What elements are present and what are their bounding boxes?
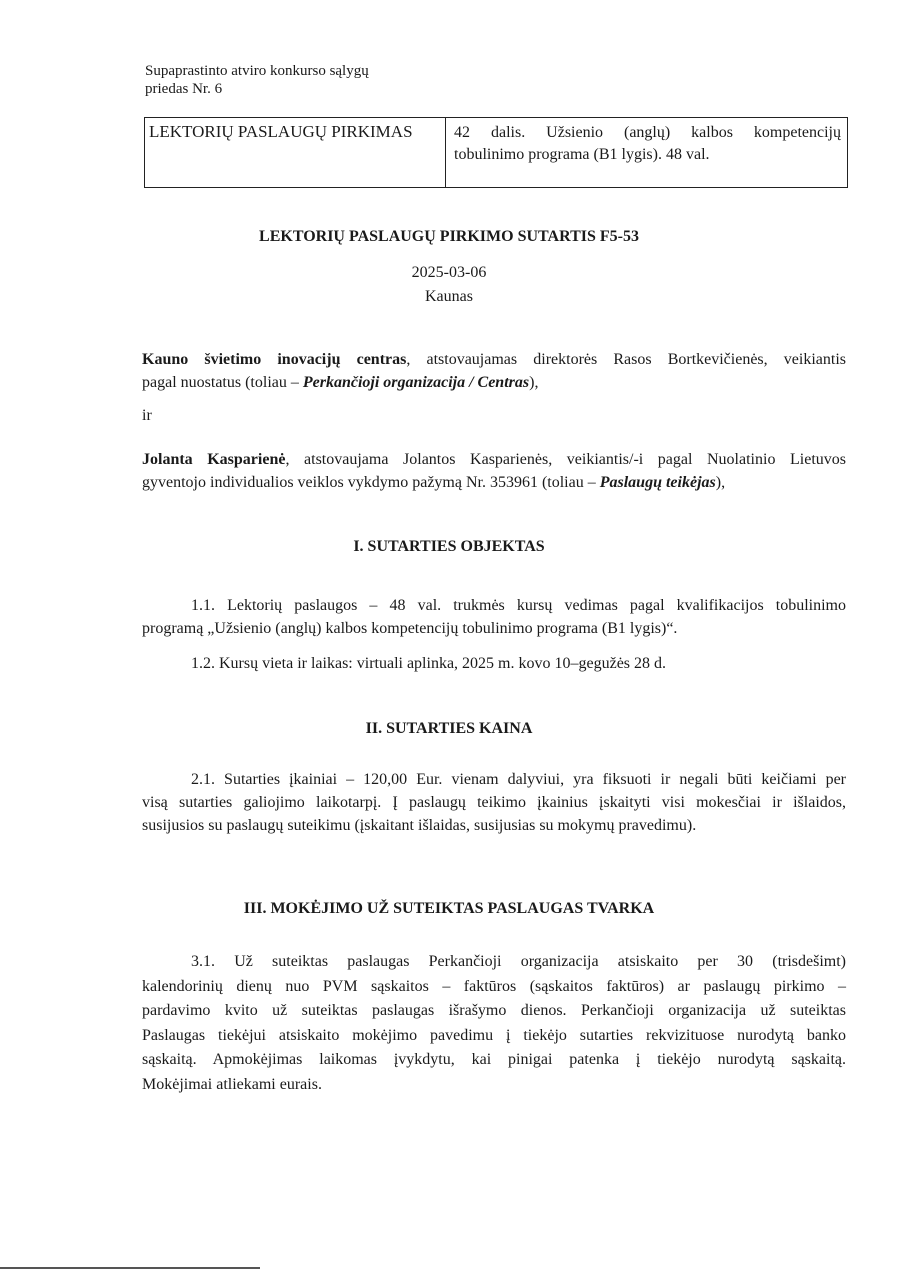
party-1-line1: , atstovaujamas direktorės Rasos Bortkevičienės, veikiantis — [406, 351, 846, 368]
document-city: Kaunas — [425, 288, 473, 305]
section-1-paragraph-1 — [142, 594, 846, 640]
section-1-heading: I. SUTARTIES OBJEKTAS — [353, 538, 545, 555]
s3-p1-line4: Paslaugas tiekėjui atsiskaito mokėjimo pavedimu į tiekėjo sutarties rekvizituose nurodytą banko — [142, 1026, 846, 1044]
party-2-line2-post: ), — [715, 474, 726, 491]
lot-line-1: 42 dalis. Užsienio (anglų) kalbos kompetencijų — [454, 124, 841, 141]
s2-p1-line1: 2.1. Sutarties įkainiai – 120,00 Eur. vienam dalyviui, yra fiksuoti ir negali būti keičiami per — [191, 771, 846, 788]
party-1-line2-post: ), — [529, 374, 539, 391]
s1-p2-line1: 1.2. Kursų vieta ir laikas: virtuali aplinka, 2025 m. kovo 10–gegužės 28 d. — [191, 655, 667, 672]
procurement-lot-cell — [446, 118, 847, 187]
s1-p1-line1: 1.1. Lektorių paslaugos – 48 val. trukmės kursų vedimas pagal kvalifikacijos tobulinimo — [191, 597, 846, 614]
annex-line-1: Supaprastinto atviro konkurso sąlygų — [145, 63, 369, 79]
section-1-paragraph-2 — [142, 652, 846, 675]
party-2-line1: , atstovaujama Jolantos Kasparienės, veikiantis/-i pagal Nuolatinio Lietuvos — [285, 451, 847, 468]
s2-p1-line2: visą sutarties galiojimo laikotarpį. Į paslaugų teikimo įkainius įskaityti visi mokesčiai ir išlaidos, — [142, 794, 846, 811]
s2-p1-line3: susijusios su paslaugų suteikimu (įskaitant išlaidas, susijusias su mokymų pravedimu). — [142, 817, 697, 834]
s3-p1-line6: Mokėjimai atliekami eurais. — [142, 1075, 322, 1093]
s3-p1-line2: kalendorinių dienų nuo PVM sąskaitos – faktūros (sąskaitos faktūros) ar paslaugų pirkimo – — [142, 977, 846, 995]
section-2-heading: II. SUTARTIES KAINA — [365, 720, 533, 737]
party-2-alias: Paslaugų teikėjas — [599, 474, 716, 491]
lot-line-2: tobulinimo programa (B1 lygis). 48 val. — [454, 146, 710, 163]
section-3-heading: III. MOKĖJIMO UŽ SUTEIKTAS PASLAUGAS TVARKA — [243, 900, 655, 917]
annex-line-2: priedas Nr. 6 — [145, 81, 223, 97]
party-2-line2-pre: gyventojo individualios veiklos vykdymo pažymą Nr. 353961 (toliau – — [142, 474, 600, 491]
scan-edge-line — [0, 1267, 260, 1269]
conjunction: ir — [142, 407, 152, 424]
s3-p1-line3: pardavimo kvito už suteiktas paslaugas išrašymo dienos. Perkančioji organizacija už suteiktas — [142, 1002, 846, 1019]
document-date: 2025-03-06 — [411, 264, 487, 281]
party-1-paragraph — [142, 348, 846, 394]
party-1-alias: Perkančioji organizacija / Centras — [302, 374, 530, 391]
procurement-type-cell: LEKTORIŲ PASLAUGŲ PIRKIMAS — [145, 118, 446, 187]
s3-p1-line5: sąskaitą. Apmokėjimas laikomas įvykdytu, kai pinigai patenka į tiekėjo nurodytą sąskaitą. — [142, 1051, 846, 1068]
section-2-paragraph-1 — [142, 768, 846, 837]
annex-reference — [145, 62, 369, 98]
procurement-header-table — [144, 117, 848, 188]
section-3-paragraph-1 — [142, 950, 846, 1097]
party-1-line2-pre: pagal nuostatus (toliau – — [142, 374, 303, 391]
party-2-paragraph — [142, 448, 846, 494]
party-2-name: Jolanta Kasparienė — [142, 451, 286, 468]
party-1-name: Kauno švietimo inovacijų centras — [142, 351, 407, 368]
s1-p1-line2: programą „Užsienio (anglų) kalbos kompetencijų tobulinimo programa (B1 lygis)“. — [142, 620, 678, 637]
s3-p1-line1: 3.1. Už suteiktas paslaugas Perkančioji organizacija atsiskaito per 30 (trisdešimt) — [191, 953, 846, 970]
document-title: LEKTORIŲ PASLAUGŲ PIRKIMO SUTARTIS F5-53 — [259, 228, 639, 245]
